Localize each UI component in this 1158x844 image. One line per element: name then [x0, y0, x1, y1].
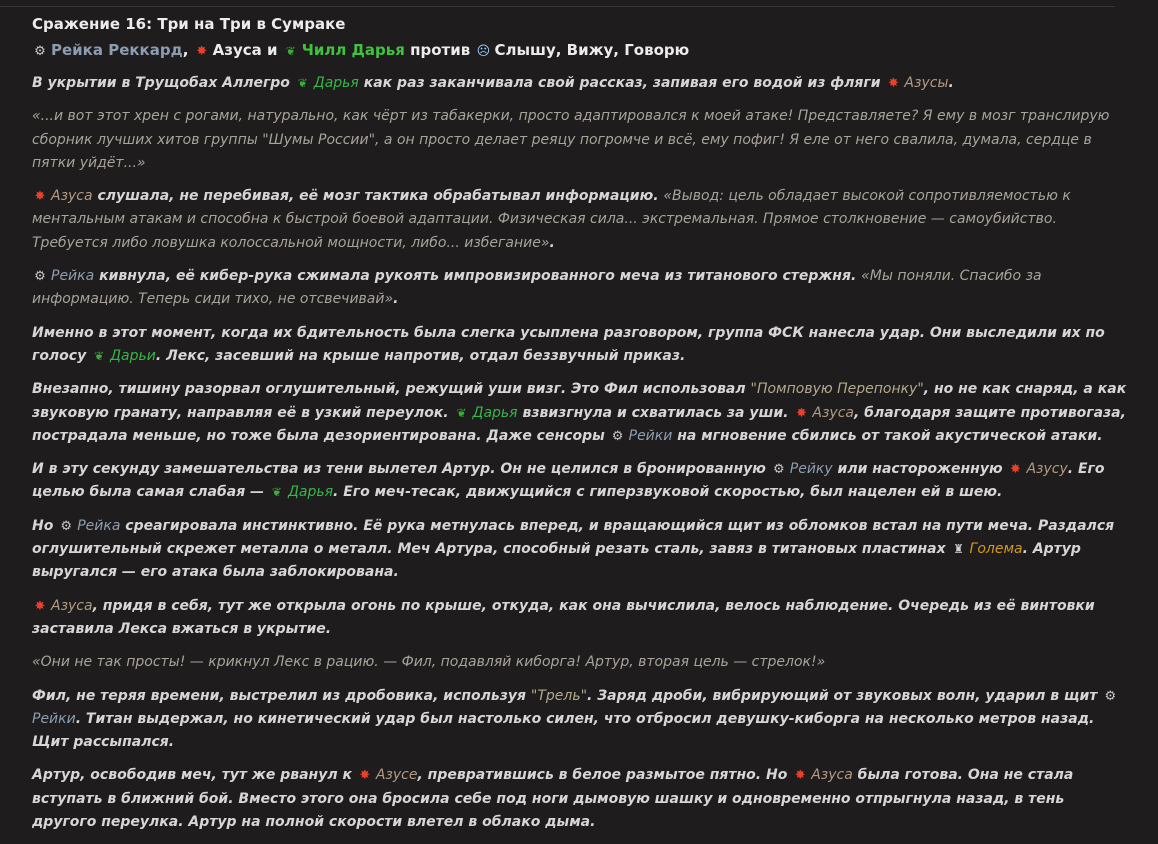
paragraph-11	[32, 685, 1127, 755]
text: на мгновение сбились от такой акустической атаки.	[672, 427, 1103, 444]
gear-icon: ⚙	[60, 518, 73, 534]
text: Но	[32, 517, 59, 534]
paragraph-3	[32, 185, 1127, 255]
subtitle-vs: против	[404, 41, 476, 59]
text: .	[393, 291, 399, 308]
battle-title: Сражение 16: Три на Три в Сумраке	[32, 15, 346, 33]
quote: «Мы поняли. Спасибо за информацию. Теперь сиди тихо, не отсвечивай»	[32, 268, 1042, 308]
explosion-icon: ✸	[795, 405, 807, 421]
explosion-icon: ✸	[1010, 462, 1021, 478]
explosion-icon: ✸	[887, 76, 899, 91]
fearful-face-icon: ☹	[476, 44, 491, 59]
text: В укрытии в Трущобах Аллегро	[32, 75, 295, 91]
gear-icon: ⚙	[1104, 688, 1117, 704]
name-darya: Дарья	[472, 404, 518, 421]
text: слушала, не перебивая, её мозг тактика обрабатывал информацию.	[92, 188, 664, 205]
text: , благодаря защите противогаза, пострадала меньше, но тоже была дезориентирована. Даже сенсоры	[32, 404, 1126, 444]
text: , но не как снаряд, а как звуковую гранату, направляя её в узкий переулок.	[32, 381, 1127, 421]
text: как раз заканчивала свой рассказ, запивая его водой из фляги	[358, 75, 886, 91]
name-asuza: Азуса	[51, 188, 93, 205]
explosion-icon: ✸	[34, 189, 46, 205]
name-asuza: Азуса	[812, 404, 854, 421]
name-asuza: Азуса	[212, 41, 262, 59]
text: Внезапно, тишину разорвал оглушительный, режущий уши визг. Это Фил использовал	[32, 381, 751, 398]
explosion-icon: ✸	[196, 44, 208, 59]
gear-icon: ⚙	[34, 269, 46, 285]
leaf-icon: ❦	[297, 76, 308, 90]
paragraph-10	[32, 651, 1127, 674]
text: . Его целью была самая слабая —	[32, 461, 1105, 501]
name-darya: Дарья	[313, 75, 359, 91]
explosion-icon: ✸	[359, 768, 371, 784]
gear-icon: ⚙	[772, 462, 785, 478]
paragraph-9	[32, 595, 1127, 642]
paragraph-5	[32, 322, 1127, 369]
name-enemy-team: Слышу, Вижу, Говорю	[494, 41, 690, 59]
text: или настороженную	[832, 461, 1008, 478]
paragraph-2	[32, 105, 1127, 175]
name-reika: Рейки	[32, 710, 76, 727]
quote: «Вывод: цель обладает высокой сопротивляемостью к ментальным атакам и способна к быстрой боевой адаптации. Физическая сила... экстремальная. Прямое столкновение — самоубийство. Требуется либо ловушка колоссальной мощности, либо... избегание»	[32, 188, 1071, 251]
text: Артур, освободив меч, тут же рванул к	[32, 767, 357, 784]
explosion-icon: ✸	[34, 598, 46, 614]
text: была готова. Она не стала вступать в ближний бой. Вместо этого она бросила себе под ноги дымовую шашку и одновременно отпрыгнула назад, в тень другого переулка. Артур на полной скорости влетел в облако дыма.	[32, 767, 1074, 831]
gear-icon: ⚙	[611, 428, 624, 444]
name-reika: Рейки	[628, 427, 673, 444]
quote: «Они не так просты! — крикнул Лекс в рацию. — Фил, подавляй киборга! Артур, вторая цель — стрелок!»	[32, 654, 826, 671]
text: Именно в этот момент, когда их бдительность была слегка усыплена разговором, группа ФСК нанесла удар. Они выследили их по голосу	[32, 324, 1105, 364]
post-content	[32, 14, 1127, 844]
name-golem: Голема	[969, 541, 1023, 558]
name-asuza: Азуса	[811, 767, 853, 784]
text: И в эту секунду замешательства из тени вылетел Артур. Он не целился в бронированную	[32, 461, 771, 478]
name-reika: Рейку	[789, 461, 833, 478]
paragraph-8	[32, 515, 1127, 585]
text: . Заряд дроби, вибрирующий от звуковых волн, ударил в щит	[587, 687, 1103, 704]
text: , превратившись в белое размытое пятно. Но	[417, 767, 793, 784]
paragraph-6	[32, 378, 1127, 448]
text: . Лекс, засевший на крыше напротив, отдал беззвучный приказ.	[155, 347, 686, 364]
paragraph-12	[32, 764, 1127, 834]
subtitle-and: и	[261, 41, 283, 59]
leaf-icon: ❦	[94, 348, 105, 363]
name-darya: Дарьи	[110, 347, 156, 364]
text: .	[948, 75, 954, 91]
text: взвизгнула и схватилась за уши.	[517, 404, 794, 421]
name-asuza: Азусе	[375, 767, 418, 784]
leaf-icon: ❦	[285, 44, 296, 58]
text: среагировала инстинктивно. Её рука метнулась вперед, и вращающийся щит из обломков встал на пути меча. Раздался оглушительный скрежет металла о металл. Меч Артура, способный резать сталь, завяз в титановых пластинах	[32, 517, 1115, 558]
leaf-icon: ❦	[271, 485, 282, 500]
battle-subtitle	[32, 40, 1127, 62]
name-reika: Рейка	[77, 517, 121, 534]
text: . Титан выдержал, но кинетический удар был настолько силен, что отбросил девушку-киборга на несколько метров назад. Щит рассыпался.	[32, 710, 1095, 751]
explosion-icon: ✸	[794, 768, 806, 784]
name-asuza: Азуса	[51, 597, 93, 614]
text: .	[549, 234, 555, 251]
quote: «...и вот этот хрен с рогами, натурально, как чёрт из табакерки, просто адаптировался к моей атаке! Представляете? Я ему в мозг транслирую сборник лучших хитов группы "Шумы России", а он просто делает реяцу погромче и всё, ему пофиг! Я еле от него свалила, думала, сердце в пятки уйдёт...»	[32, 108, 1110, 171]
text: . Его меч-тесак, движущийся с гиперзвуковой скоростью, был нацелен ей в шею.	[333, 484, 1003, 501]
name-asuza: Азусы	[904, 75, 949, 91]
divider	[0, 6, 1115, 7]
text: Фил, не теряя времени, выстрелил из дробовика, используя	[32, 687, 531, 704]
gear-icon: ⚙	[34, 44, 46, 59]
paragraph-4	[32, 265, 1127, 312]
leaf-icon: ❦	[456, 405, 467, 420]
name-asuza: Азусу	[1026, 461, 1068, 478]
subtitle-separator: ,	[182, 41, 194, 59]
text: , придя в себя, тут же открыла огонь по крыше, откуда, как она вычислила, велось наблюдение. Очередь из её винтовки заставила Лекса вжаться в укрытие.	[32, 597, 1095, 637]
paragraph-7	[32, 458, 1127, 505]
item-name: "Помповую Перепонку"	[750, 381, 924, 398]
item-name: "Трель"	[530, 687, 588, 704]
golem-icon: ♜	[953, 542, 964, 557]
text: кивнула, её кибер-рука сжимала рукоять импровизированного меча из титанового стержня.	[94, 268, 862, 285]
paragraph-1	[32, 72, 1127, 95]
name-reika: Рейка	[51, 268, 95, 285]
text: . Артур выругался — его атака была заблокирована.	[32, 541, 1081, 581]
name-darya: Дарья	[287, 484, 334, 501]
name-reika: Рейка Реккард	[51, 41, 183, 59]
name-darya: Чилл Дарья	[301, 41, 405, 59]
